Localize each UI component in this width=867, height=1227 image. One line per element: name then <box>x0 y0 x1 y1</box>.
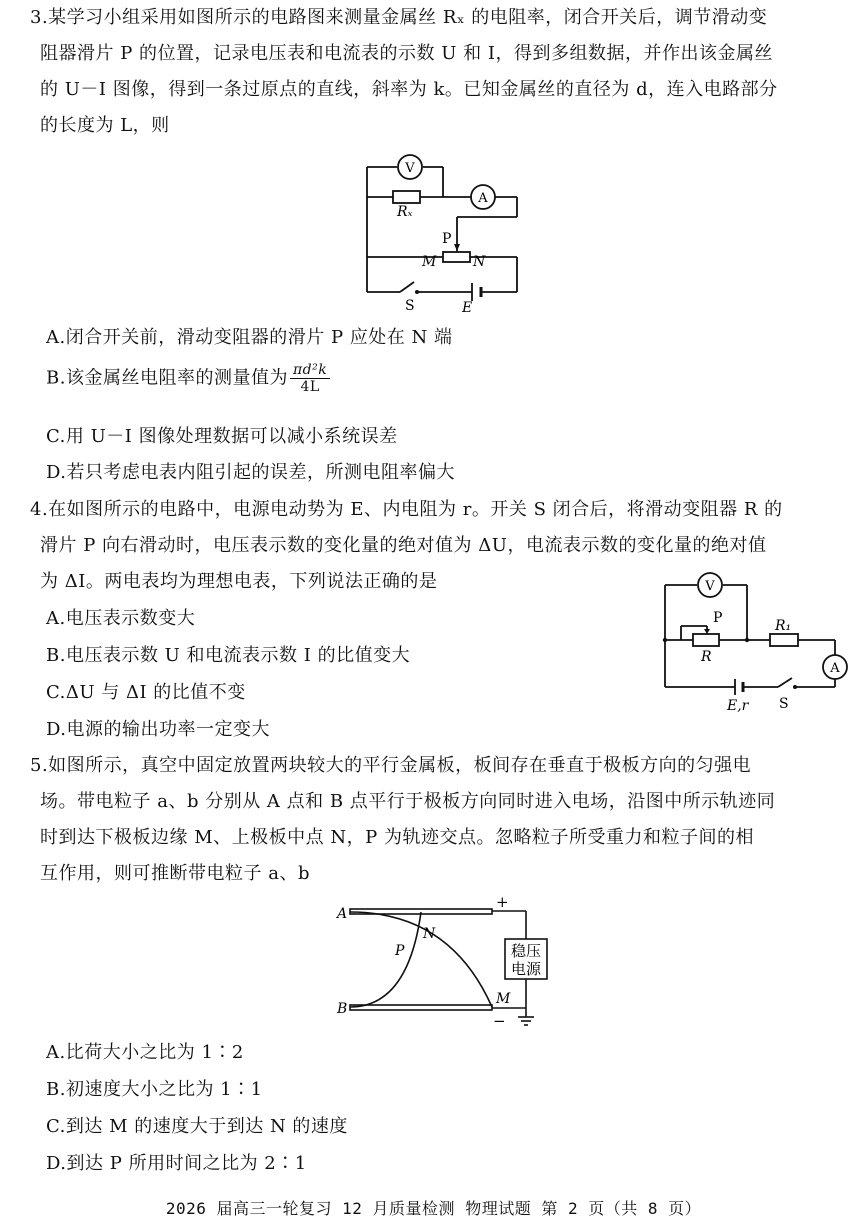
q3-ammeter-label: A <box>478 191 488 206</box>
q5-option-a: A.比荷大小之比为 1∶2 <box>46 1042 244 1063</box>
q3-option-b-formula: $\frac{\text{πd²k}}{4L}$ <box>290 362 330 395</box>
q4-er-label: E,r <box>727 698 749 714</box>
q3-option-b <box>46 362 332 395</box>
q4-circuit-diagram <box>655 570 850 720</box>
q5-stem-line-3: 时到达下极板边缘 M、上极板中点 N，P 为轨迹交点。忽略粒子所受重力和粒子间的相 <box>40 827 754 848</box>
q3-option-d: D.若只考虑电表内阻引起的误差，所测电阻率偏大 <box>46 462 456 483</box>
q4-p-label: P <box>713 610 723 626</box>
q5-stem-line-4: 互作用，则可推断带电粒子 a、b <box>40 863 310 884</box>
q5-trajectory-a <box>350 912 492 1007</box>
q4-r1-label: R₁ <box>775 618 792 634</box>
q3-stem-line-1: 3.某学习小组采用如图所示的电路图来测量金属丝 Rₓ 的电阻率，闭合开关后，调节滑动变 <box>30 7 768 28</box>
q3-e-label: E <box>462 300 473 316</box>
q5-lower-plate <box>350 1005 492 1010</box>
q4-stem-line-2: 滑片 P 向右滑动时，电压表示数的变化量的绝对值为 ΔU，电流表示数的变化量的绝对值 <box>40 535 767 556</box>
q5-option-d: D.到达 P 所用时间之比为 2∶1 <box>46 1153 307 1174</box>
q5-stem-line-2: 场。带电粒子 a、b 分别从 A 点和 B 点平行于极板方向同时进入电场，沿图中所示轨迹同 <box>40 791 776 812</box>
q3-s-label: S <box>405 298 415 314</box>
page-footer: 2026 届高三一轮复习 12 月质量检测 物理试题 第 2 页（共 8 页） <box>165 1199 702 1218</box>
q3-option-b-text: B.该金属丝电阻率的测量值为 <box>46 367 288 389</box>
q4-ammeter-label: A <box>830 661 840 676</box>
q5-parallel-plates-diagram <box>330 895 560 1030</box>
q5-n-label: N <box>423 926 436 942</box>
q4-option-a: A.电压表示数变大 <box>46 608 196 629</box>
q3-n-label: N <box>473 254 486 270</box>
q5-stem-line-1: 5.如图所示，真空中固定放置两块较大的平行金属板，板间存在垂直于极板方向的匀强电 <box>30 755 752 776</box>
q5-m-label: M <box>496 991 511 1007</box>
q5-option-b: B.初速度大小之比为 1∶1 <box>46 1079 263 1100</box>
q4-stem-line-1: 4.在如图所示的电路中，电源电动势为 E、内电阻为 r。开关 S 闭合后，将滑动变阻器 R 的 <box>30 499 783 520</box>
q3-stem-line-4: 的长度为 L，则 <box>40 115 170 136</box>
q5-supply-label-1: 稳压 <box>510 942 542 960</box>
q4-option-d: D.电源的输出功率一定变大 <box>46 719 271 740</box>
q4-option-b: B.电压表示数 U 和电流表示数 I 的比值变大 <box>46 645 411 666</box>
q3-p-label: P <box>442 231 452 247</box>
q3-option-a: A.闭合开关前，滑动变阻器的滑片 P 应处在 N 端 <box>46 327 453 348</box>
q5-b-label: B <box>337 1001 348 1017</box>
q5-supply-label-2: 电源 <box>510 960 542 978</box>
q4-stem-line-3: 为 ΔI。两电表均为理想电表，下列说法正确的是 <box>40 571 438 592</box>
q3-rx-label: Rₓ <box>397 204 413 220</box>
q4-s-label: S <box>779 696 789 712</box>
q5-option-c: C.到达 M 的速度大于到达 N 的速度 <box>46 1116 348 1137</box>
q3-stem-line-3: 的 U－I 图像，得到一条过原点的直线，斜率为 k。已知金属丝的直径为 d，连入电路部分 <box>40 79 778 100</box>
q4-voltmeter-label: V <box>705 579 715 594</box>
q3-circuit-diagram <box>350 150 530 320</box>
q3-m-label: M <box>422 254 437 270</box>
q3-voltmeter-label: V <box>405 161 415 176</box>
q3-stem-line-2: 阻器滑片 P 的位置，记录电压表和电流表的示数 U 和 I，得到多组数据，并作出该金属丝 <box>40 43 773 64</box>
q5-p-label: P <box>395 943 405 959</box>
q5-a-label: A <box>337 906 348 922</box>
q4-r-label: R <box>701 649 712 665</box>
q3-option-c: C.用 U－I 图像处理数据可以减小系统误差 <box>46 426 398 447</box>
q5-trajectory-b <box>350 912 421 1007</box>
q4-option-c: C.ΔU 与 ΔI 的比值不变 <box>46 682 246 703</box>
q5-plus-label: + <box>496 893 509 911</box>
q5-minus-label: − <box>493 1012 506 1030</box>
